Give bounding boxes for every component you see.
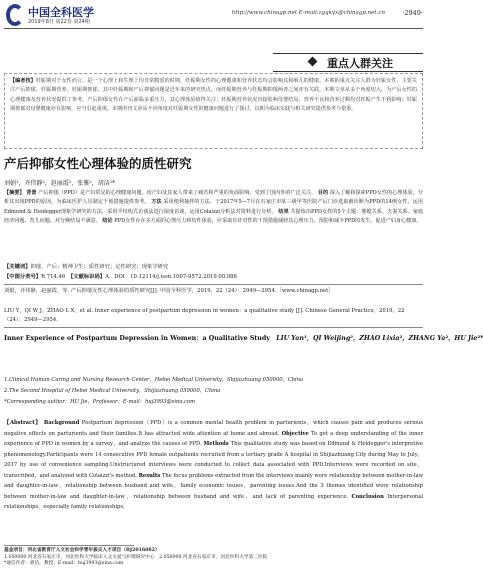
journal-logo	[4, 3, 116, 29]
footnote-affiliation-1: 1.050000 河北省石家庄市，河北医科大学临床人文关爱与护理研究中心	[4, 554, 155, 560]
clc-label: 【中图分类号】	[4, 274, 42, 280]
column-banner	[273, 53, 423, 72]
abstract-cn-conclusion: PPD女性存在多方面的心理压力和负性体验，应采取有针对性的干预措施减轻其心理压力，预防和减少PPD的发生，促进产妇身心健康。	[114, 217, 422, 224]
abstract-en-methods: This qualitative study was based on Edmund & Heidegger's interpretive phenomenology.Participants were 14 consecutive PPD female outpatients recruited from a tertiary grade A hospital in Shijiazhuang City during May to July，2017 by use of convenience sampling.Unstructured interviews were conducted to collect data associated with PPD.Interviews were recorded on site，transcribed，and analyzed with Colaizzi's method.	[4, 441, 423, 479]
abstract-cn-methods-label: 方法	[151, 199, 162, 206]
abstract-en-background-label: Background	[43, 420, 80, 426]
editor-note-box	[4, 73, 423, 149]
editor-note	[10, 77, 417, 115]
running-header	[0, 0, 427, 34]
editor-note-label: 【编者按】	[10, 78, 36, 84]
abstract-en-methods-label: Methods	[203, 441, 229, 447]
keywords	[4, 263, 423, 272]
abstract-en-objective-label: Objective	[281, 430, 309, 437]
editor-note-text: 妊娠期对于女性而言，是一个心理上和生理上均非常脆弱的时期，妊娠期女性的心理健康和营养状态均会影响其和胎儿的健康。本期的重点关注人群为妊娠女性，主要关注产后抑郁、妊娠期营养、妊娠期抑郁，其中妊娠期和产后抑郁问题是近年来的研究热点，而妊娠期营养与妊娠期抑郁两者之间亦有关联。本期文章从多个角度切入，为产后女性的心理健康及营养状况提供了参考。产后抑郁女性在产后面临多重压力，其心理体验值得关注；妊娠期营养状况直接影响母婴结局，营养不良和营养过剩均对妊娠产生不利影响；妊娠期抑郁对母婴健康亦有影响，应当引起重视。本期所刊文章从不同角度对妊娠期女性的健康问题进行了探讨，以期为临床实践与相关研究提供参考与借鉴。	[10, 78, 417, 113]
abstract-cn-methods: 采用便利抽样的方法，于2017年5—7月在石家庄市某三级甲等医院产后门诊选取被诊断为PPD的14例女性，运用Edmund & Heidegger现象学研究的方法，采用半结构式访谈法进行深度访谈，运用Colaizzi分析法对资料进行分析。	[4, 199, 423, 215]
doi: DOI：10.12114/j.issn.1007-9572.2019.00.086	[114, 274, 237, 280]
clc-value: R 714.46	[41, 274, 66, 280]
funding-label: 基金项目：	[4, 548, 28, 553]
affiliation-1: 1.Clinical Human Caring and Nursing Research Center，Hebei Medical University，Shijiazhuang 050000，China	[4, 377, 304, 383]
affiliation-2: 2.The Second Hospital of Hebei Medical University，Shijiazhuang 050000，China	[4, 388, 221, 394]
citation-en: LIU Y，QI W J，ZHAO L X，et al. Inner experience of postpartum depression in women：a qualitative study [J]. Chinese General Practice，2019，22（24）：2949—2954.	[4, 308, 405, 323]
column-title: 重点人群关注	[327, 57, 393, 70]
citation-cn: 刘娟，齐伟静，赵丽霞，等. 产后抑郁女性心理体验的质性研究[J]. 中国全科医学，2019，22（24）：2949—2954.［www.chinagp.net］	[4, 288, 334, 294]
abstract-cn-results: 共提炼出PPD女性的5个主题：婆媳关系、夫妻关系、家庭经济问题、育儿问题、对分娩结局不满意。	[4, 208, 423, 224]
divider	[4, 284, 423, 285]
footnote-corresponding: *通信作者：胡洁，教授；E-mail：huj3993@sina.com	[4, 561, 124, 566]
footnote-rule	[4, 545, 134, 546]
authors-cn: 刘娟¹，齐伟静²，赵丽霞²，张雅²，胡洁²*	[4, 180, 116, 187]
divider	[4, 327, 423, 328]
abstract-cn-label: 【摘要】	[4, 190, 25, 196]
journal-site: http://www.chinagp.net E-mail:zgqkyx@chinagp.net.cn	[231, 10, 385, 16]
funding-text: 河北省教育厅人文社会科学青年拔尖人才项目（BJ2016082）	[27, 548, 160, 553]
authors-en: LIU Yan¹，QI Weijing²，ZHAO Lixia²，ZHANG Ya²，HU Jie²*	[276, 335, 483, 342]
abstract-cn-objective-label: 目的	[317, 190, 329, 196]
article-title-cn: 产后抑郁女性心理体验的质性研究	[4, 156, 192, 171]
abstract-cn	[4, 189, 423, 226]
article-title-en	[4, 333, 483, 342]
abstract-en-conclusion-label: Conclusion	[351, 493, 384, 500]
doc-value: A	[105, 274, 109, 280]
diamond-icon	[308, 57, 318, 67]
doc-label: 【文献标识码】	[70, 274, 106, 280]
title-en-text: Inner Experience of Postpartum Depression in Women：a Qualitative Study	[4, 335, 270, 342]
abstract-en-objective: To get a deep understanding of the inner experience of PPD in women by a survey，and analyze the causes of PPD.	[4, 430, 423, 447]
corresponding-author-en: *Corresponding author：HU Jie，Professor；E-mail：huj3993@sina.com	[4, 399, 196, 405]
abstract-en-conclusion: Interpersonal relationships，especially family relationships，	[4, 493, 424, 510]
abstract-cn-objective: 深入了解和探索PPD女性的心理体验，分析其出现PPD的原因，为临床医护人员制定干预措施提供参考。	[4, 190, 423, 206]
abstract-en-results-label: Results	[138, 472, 161, 479]
page-number: ·2949·	[402, 9, 423, 17]
journal-logo-icon	[6, 4, 24, 26]
footnote-affiliation-2: 2.050000 河北省石家庄市，河北医科大学第二医院	[159, 554, 268, 560]
abstract-cn-background-label: 背景	[26, 190, 37, 196]
abstract-cn-results-label: 结果	[278, 208, 289, 215]
abstract-en-results: The focus problems extracted from the interviews mainly were relationship between mother-in-law and daughter-in-law，relationship between husband and wife，family economic issues，parenting issues.And the 3 themes identified were relationship between mother-in-law and daughter-in-law，relationship between husband and wife，and lack of parenting experience.	[4, 472, 424, 500]
journal-name: 中国全科医学	[28, 6, 94, 19]
keywords-text: 抑郁，产后；精神卫生；质性研究；定性研究；现象学研究	[30, 264, 169, 270]
abstract-en-label: 【Abstract】	[4, 420, 42, 426]
abstract-cn-background: 产后抑郁（PPD）是产妇常见的心理健康问题，给产妇及其家人带来了痛苦和严重的负面影响，受到了国内外的广泛关注。	[38, 190, 317, 196]
funding-footnote	[4, 548, 423, 568]
classification-line	[4, 273, 423, 282]
header-rule	[4, 28, 423, 29]
abstract-en-background: Postpartum depression（PPD）is a common mental health problem in parturients，which causes pain and produces serious negative effects on parturients and their families.It has attracted wide attention at home and abroad.	[4, 420, 423, 437]
abstract-cn-conclusion-label: 结论	[102, 217, 113, 224]
keywords-label: 【关键词】	[4, 264, 31, 270]
journal-issue: 2019年8月 第22卷 第24期	[28, 19, 90, 25]
abstract-en	[4, 418, 423, 513]
